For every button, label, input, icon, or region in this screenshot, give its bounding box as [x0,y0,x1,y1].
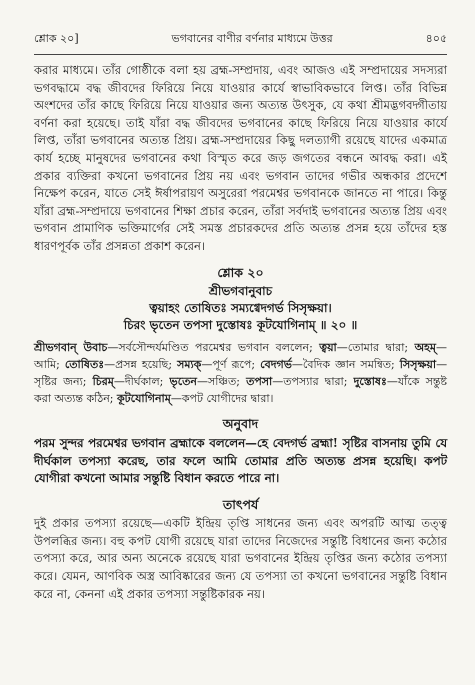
synonym-term: ত্বয়া [319,341,337,355]
verse-speaker: শ্রীভগবানুবাচ [208,284,273,299]
page-number: ৪০৫ [425,32,447,45]
synonym-term: দুস্তোষঃ [353,374,387,388]
synonym-term: তপসা [246,374,273,388]
synonym-term: সিসৃক্ষয়া [399,357,437,371]
header-chapter-title: ভগবানের বাণীর বর্ণনার মাধ্যমে উত্তর [171,32,333,45]
intro-paragraph: করার মাধ্যমে। তাঁর গোষ্ঠীকে বলা হয় ব্রহ্ম-সম্প্রদায়, এবং আজও এই সম্প্রদায়ের সদস্যরা ভগবদ্ধামে বদ্ধ জীবদের ফিরিয়ে নিয়ে যাওয়ার কার্যে স্বাভাবিকভাবে লিপ্ত। তাঁর বিভিন্ন অংশদের তাঁর কাছে ফিরিয়ে নিয়ে যাওয়ার জন্য অত্যন্ত উৎসুক, যে কথা শ্রীমদ্ভগবদ্গীতায় বর্ণনা করা হয়েছে। তাই যাঁরা বদ্ধ জীবদের ভগবানের কাছে ফিরিয়ে নিয়ে যাওয়ার কার্যে লিপ্ত, তাঁরা ভগবানের অত্যন্ত প্রিয়। ব্রহ্ম-সম্প্রদায়ের কিছু দলত্যাগী রয়েছে যাদের একমাত্র কার্য হচ্ছে মানুষদের ভগবানের কথা বিস্মৃত করে জড় জগতের বন্ধনে আবদ্ধ করা। এই প্রকার ব্যক্তিরা কখনো ভগবানের প্রিয় নয় এবং ভগবান তাদের গভীর অন্ধকার প্রদেশে নিক্ষেপ করেন, যাতে সেই ঈর্ষাপরায়ণ অসুরেরা পরমেশ্বর ভগবানকে জানতে না পারে। কিন্তু যাঁরা ব্রহ্ম-সম্প্রদায়ে ভগবানের শিক্ষা প্রচার করেন, তাঁরা সর্বদাই ভগবানের অত্যন্ত প্রিয় এবং ভগবান প্রামাণিক ভক্তিমার্গের সেই সমস্ত প্রচারকদের প্রতি অত্যন্ত প্রসন্ন হয়ে তাঁদের হস্ত ধারণপূর্বক তাঁর প্রসন্নতা প্রকাশ করেন। [34,63,447,253]
verse-line-2: চিরং ভৃতেন তপসা দুস্তোষঃ কূটযোগিনাম্ ॥ ২০ ॥ [123,318,358,333]
synonym-term: ভৃতেন [169,374,197,388]
synonym-meaning: দীর্ঘকাল; [124,374,164,388]
synonym-term: শ্রীভগবান্ উবাচ [34,341,108,355]
synonym-meaning: সর্বসৌন্দর্যমণ্ডিত পরমেশ্বর ভগবান বললেন; [118,341,313,355]
translation-heading: অনুবাদ [222,416,259,432]
synonym-meaning: সৃষ্টির জন্য; [34,374,87,388]
translation-text: পরম সুন্দর পরমেশ্বর ভগবান ব্রহ্মাকে বললেন—হে বেদগর্ভ ব্রহ্মা! সৃষ্টির বাসনায় তুমি যে দীর্ঘকাল তপস্যা করেছ, তার ফলে আমি তোমার প্রতি অত্যন্ত প্রসন্ন হয়েছি। কপট যোগীরা কখনো আমার সন্তুষ্টি বিধান করতে পারে না। [34,435,447,486]
verse-line-1: ত্বয়াহং তোষিতঃ সম্যগ্বেদগর্ভ সিসৃক্ষয়া। [149,301,332,316]
synonym-meaning: তোমার দ্বারা; [347,341,409,355]
synonym-meaning: সঞ্চিত; [207,374,240,388]
synonym-term: তোষিতঃ [64,357,105,371]
synonym-term: কূটযোগিনাম্ [116,391,171,405]
verse-heading: শ্লোক ২০ [217,264,264,280]
header-verse-ref: শ্লোক ২০] [34,32,79,45]
synonyms: শ্রীভগবান্ উবাচ—সর্বসৌন্দর্যমণ্ডিত পরমেশ্বর ভগবান বললেন; ত্বয়া—তোমার দ্বারা; অহম্—আমি; তোষিতঃ—প্রসন্ন হয়েছি; সম্যক্—পূর্ণ রূপে; বেদগর্ভ—বৈদিক জ্ঞান সমন্বিত; সিসৃক্ষয়া—সৃষ্টির জন্য; চিরম্—দীর্ঘকাল; ভৃতেন—সঞ্চিত; তপসা—তপস্যার দ্বারা; দুস্তোষঃ—যাঁকে সন্তুষ্ট করা অত্যন্ত কঠিন; কূটযোগিনাম্—কপট যোগীদের দ্বারা। [34,341,448,405]
purport-heading: তাৎপর্য [222,496,259,512]
purport-text: দুই প্রকার তপস্যা রয়েছে—একটি ইন্দ্রিয় তৃপ্তি সাধনের জন্য এবং অপরটি আত্ম তত্ত্ব উপলব্ধির জন্য। বহু কপট যোগী রয়েছে যারা তাদের নিজেদের সন্তুষ্টি বিধানের জন্য কঠোর তপস্যা করে, আর অন্য অনেকে রয়েছে যারা ভগবানের ইন্দ্রিয় তৃপ্তির জন্য কঠোর তপস্যা করে। যেমন, আণবিক অস্ত্র আবিষ্কারের জন্য যে তপস্যা তা কখনো ভগবানের সন্তুষ্টি বিধান করে না, কেননা এই প্রকার তপস্যা সন্তুষ্টিকারক নয়। [34,516,447,601]
synonym-term: অহম্ [414,341,437,355]
synonym-meaning: বৈদিক জ্ঞান সমন্বিত; [302,357,395,371]
synonym-meaning: কপট যোগীদের দ্বারা। [181,391,274,405]
synonym-term: সম্যক্ [177,357,202,371]
synonym-meaning: যাঁকে সন্তুষ্ট করা অত্যন্ত কঠিন; [34,374,448,405]
page-header [34,30,447,55]
synonym-meaning: আমি; [34,357,60,371]
synonym-meaning: প্রসন্ন হয়েছি; [115,357,173,371]
synonym-term: চিরম্ [92,374,114,388]
synonym-meaning: পূর্ণ রূপে; [212,357,256,371]
synonym-meaning: তপস্যার দ্বারা; [283,374,348,388]
synonym-term: বেদগর্ভ [260,357,292,371]
